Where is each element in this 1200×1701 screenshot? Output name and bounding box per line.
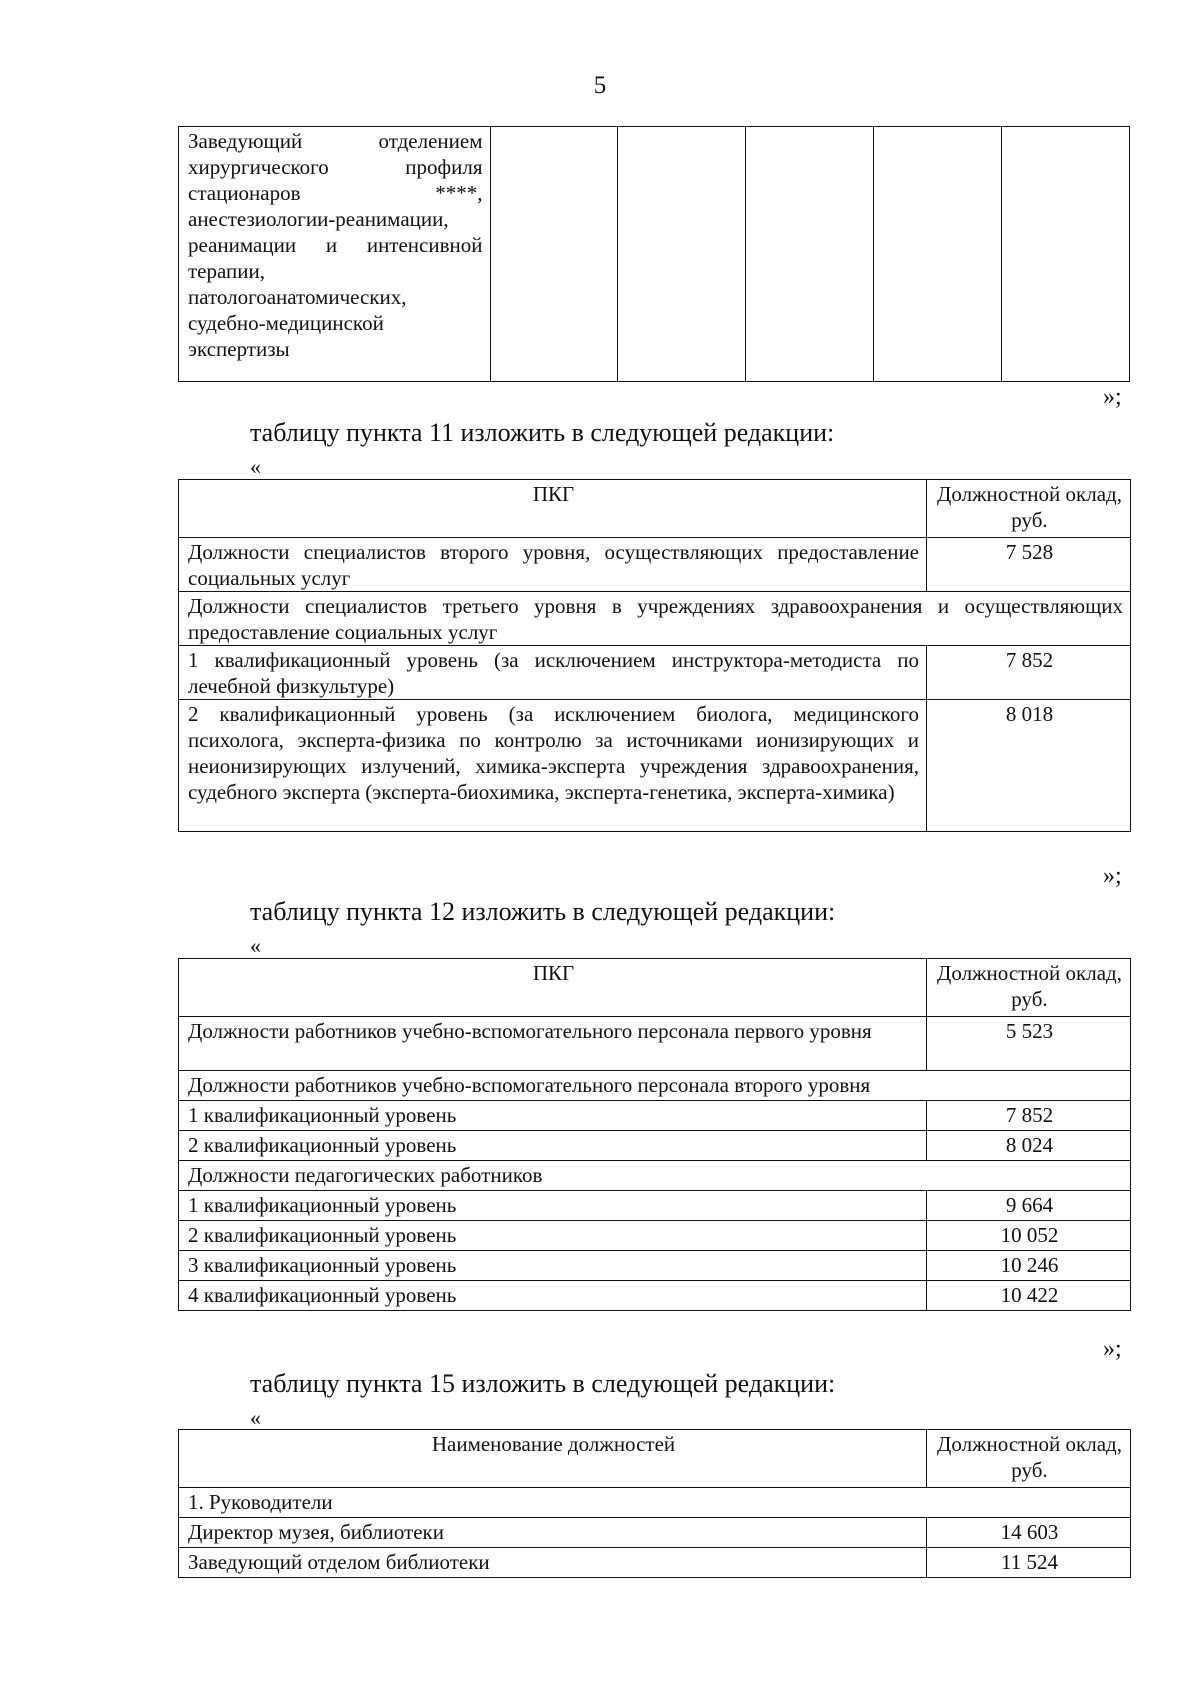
row-label: 1. Руководители (179, 1488, 1131, 1518)
table-header-row (179, 480, 1131, 538)
closing-quote: »; (1103, 1336, 1122, 1362)
row-value: 8 024 (927, 1131, 1131, 1161)
row-label: 1 квалификационный уровень (за исключением инструктора-методиста по лечебной физкультуре) (179, 646, 927, 700)
table-row (179, 1221, 1131, 1251)
table-cell-label: Заведующий отделением хирургического профиля стационаров ****, анестезиологии-реанимации, реанимации и интенсивной терапии, патологоанатомических, судебно-медицинской экспертизы (179, 127, 491, 382)
table-header-row (179, 959, 1131, 1017)
table-row (179, 1281, 1131, 1311)
table-row (179, 1488, 1131, 1518)
table-section-12 (178, 958, 1131, 1311)
row-label: 2 квалификационный уровень (за исключением биолога, медицинского психолога, эксперта-физика по контролю за источниками ионизирующих и неионизирующих излучений, химика-эксперта учреждения здравоохранения, судебного эксперта (эксперта-биохимика, эксперта-генетика, эксперта-химика) (179, 700, 927, 832)
row-label: Заведующий отделом библиотеки (179, 1548, 927, 1578)
row-label: 1 квалификационный уровень (179, 1191, 927, 1221)
opening-quote: « (250, 933, 261, 958)
table-row (179, 1101, 1131, 1131)
row-label: 3 квалификационный уровень (179, 1251, 927, 1281)
row-label: 1 квалификационный уровень (179, 1101, 927, 1131)
header-pkg: ПКГ (179, 480, 927, 538)
table-cell-empty (618, 127, 746, 382)
row-label: Должности работников учебно-вспомогательного персонала второго уровня (179, 1071, 1131, 1101)
row-label: Должности специалистов второго уровня, осуществляющих предоставление социальных услуг (179, 538, 927, 592)
continued-table (178, 126, 1130, 382)
table-row (179, 1017, 1131, 1071)
closing-quote: »; (1103, 384, 1122, 410)
table-cell-empty (1002, 127, 1130, 382)
row-label: 2 квалификационный уровень (179, 1221, 927, 1251)
table-row (179, 127, 1130, 382)
table-section-15 (178, 1429, 1131, 1578)
opening-quote: « (250, 454, 261, 479)
row-label: 4 квалификационный уровень (179, 1281, 927, 1311)
row-value: 11 524 (927, 1548, 1131, 1578)
row-label: 2 квалификационный уровень (179, 1131, 927, 1161)
table-header-row (179, 1430, 1131, 1488)
table-row (179, 1518, 1131, 1548)
row-value: 9 664 (927, 1191, 1131, 1221)
table-row (179, 538, 1131, 592)
table-row (179, 1251, 1131, 1281)
closing-quote: »; (1103, 863, 1122, 889)
row-label: Должности работников учебно-вспомогательного персонала первого уровня (179, 1017, 927, 1071)
row-label: Должности специалистов третьего уровня в учреждениях здравоохранения и осуществляющих предоставление социальных услуг (179, 592, 1131, 646)
row-value: 7 852 (927, 1101, 1131, 1131)
header-salary: Должностной оклад, руб. (927, 480, 1131, 538)
row-value: 7 528 (927, 538, 1131, 592)
table-section-11 (178, 479, 1131, 832)
section-11-intro: таблицу пункта 11 изложить в следующей редакции: (250, 418, 835, 447)
row-value: 14 603 (927, 1518, 1131, 1548)
table-cell-empty (490, 127, 618, 382)
row-value: 10 422 (927, 1281, 1131, 1311)
header-name: Наименование должностей (179, 1430, 927, 1488)
table-row (179, 1161, 1131, 1191)
row-label: Должности педагогических работников (179, 1161, 1131, 1191)
section-15-intro: таблицу пункта 15 изложить в следующей редакции: (250, 1369, 836, 1398)
table-row (179, 646, 1131, 700)
row-value: 10 246 (927, 1251, 1131, 1281)
table-row (179, 1071, 1131, 1101)
table-row (179, 1191, 1131, 1221)
header-salary: Должностной оклад, руб. (927, 1430, 1131, 1488)
page-number: 5 (593, 72, 607, 99)
row-value: 5 523 (927, 1017, 1131, 1071)
table-row (179, 1548, 1131, 1578)
row-value: 8 018 (927, 700, 1131, 832)
header-salary: Должностной оклад, руб. (927, 959, 1131, 1017)
table-row (179, 592, 1131, 646)
table-row (179, 1131, 1131, 1161)
opening-quote: « (250, 1405, 261, 1430)
section-12-intro: таблицу пункта 12 изложить в следующей редакции: (250, 897, 836, 926)
header-pkg: ПКГ (179, 959, 927, 1017)
table-cell-empty (874, 127, 1002, 382)
row-label: Директор музея, библиотеки (179, 1518, 927, 1548)
table-cell-empty (746, 127, 874, 382)
row-value: 10 052 (927, 1221, 1131, 1251)
table-row (179, 700, 1131, 832)
row-value: 7 852 (927, 646, 1131, 700)
